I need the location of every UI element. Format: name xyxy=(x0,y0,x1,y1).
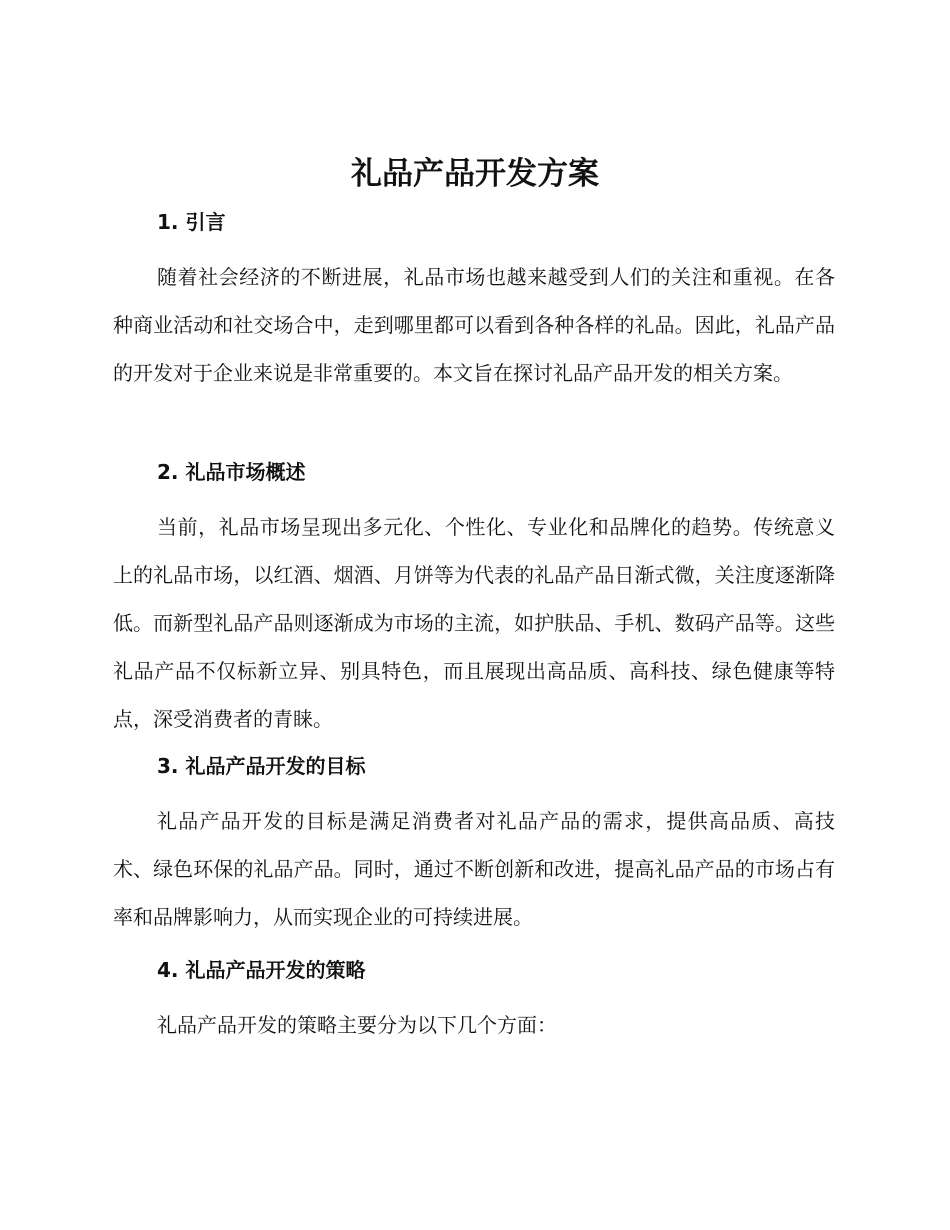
section-paragraph-development-goals: 礼品产品开发的目标是满足消费者对礼品产品的需求，提供高品质、高技术、绿色环保的礼品产品。同时，通过不断创新和改进，提高礼品产品的市场占有率和品牌影响力，从而实现企业的可持续进展。 xyxy=(113,809,835,929)
section-paragraph-market-overview: 当前，礼品市场呈现出多元化、个性化、专业化和品牌化的趋势。传统意义上的礼品市场，以红酒、烟酒、月饼等为代表的礼品产品日渐式微，关注度逐渐降低。而新型礼品产品则逐渐成为市场的主流，如护肤品、手机、数码产品等。这些礼品产品不仅标新立异、别具特色，而且展现出高品质、高科技、绿色健康等特点，深受消费者的青睐。 xyxy=(113,515,835,731)
section-paragraph-development-strategy: 礼品产品开发的策略主要分为以下几个方面： xyxy=(157,1013,557,1037)
section-paragraph-introduction: 随着社会经济的不断进展，礼品市场也越来越受到人们的关注和重视。在各种商业活动和社交场合中，走到哪里都可以看到各种各样的礼品。因此，礼品产品的开发对于企业来说是非常重要的。本文旨在探讨礼品产品开发的相关方案。 xyxy=(113,265,835,385)
section-heading-market-overview: 2. 礼品市场概述 xyxy=(157,460,306,484)
section-heading-development-strategy: 4. 礼品产品开发的策略 xyxy=(157,958,366,982)
section-heading-development-goals: 3. 礼品产品开发的目标 xyxy=(157,754,366,778)
section-heading-introduction: 1. 引言 xyxy=(157,210,226,234)
document-title: 礼品产品开发方案 xyxy=(351,156,599,192)
